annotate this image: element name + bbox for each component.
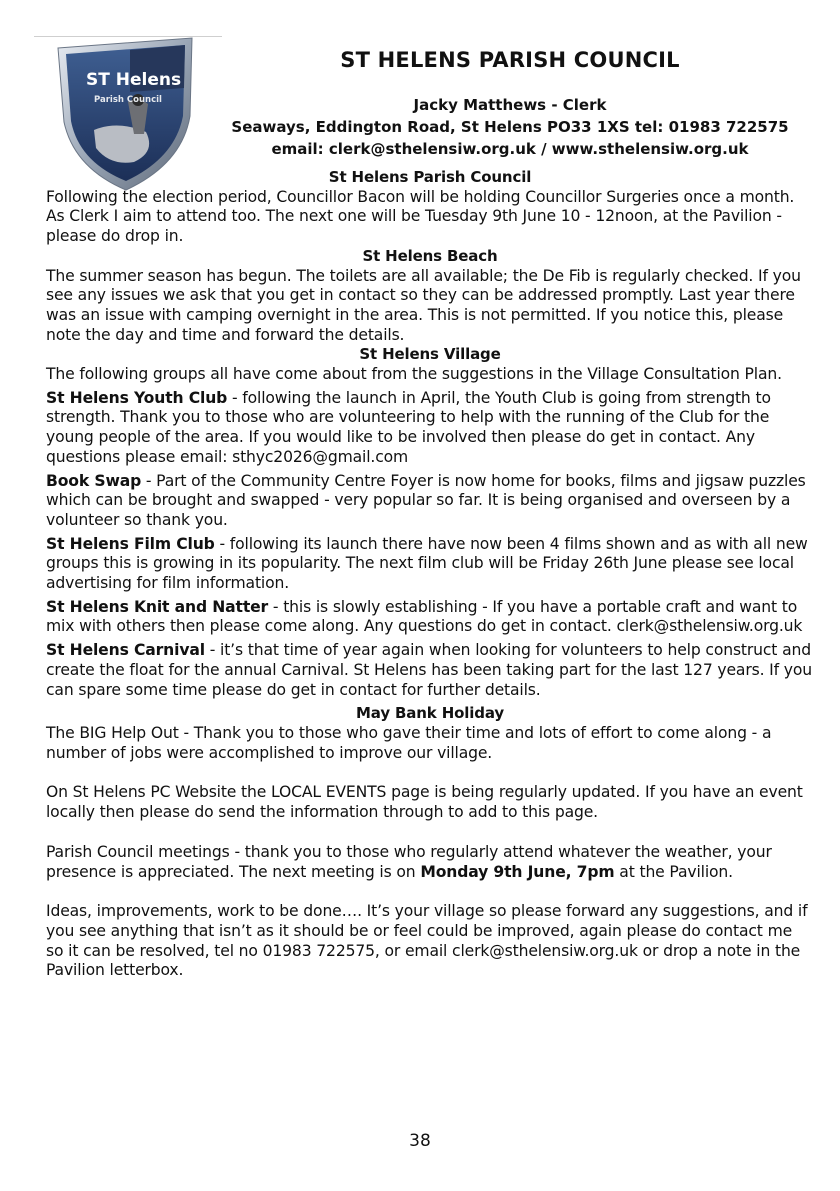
- item-title: St Helens Film Club: [46, 534, 215, 553]
- village-item-youth-club: [46, 389, 814, 468]
- contact-line: email: clerk@sthelensiw.org.uk / www.sthelensiw.org.uk: [271, 140, 749, 158]
- item-text: - following the launch in April, the Youth Club is going from strength to strength. Thank you to those who are volunteering to help with the running of the Club for the young people of the area. If you would like to be involved then please do get in contact. Any questions please email: sthyc2026@gmail.com: [46, 388, 771, 466]
- letterhead: [180, 48, 840, 160]
- ideas-paragraph: Ideas, improvements, work to be done…. It’s your village so please forward any suggestions, and if you see anything that isn’t as it should be or feel could be improved, again please do contact me so it can be resolved, tel no 01983 722575, or email clerk@sthelensiw.org.uk or drop a note in the Pavilion letterbox.: [46, 902, 808, 980]
- meeting-date: Monday 9th June, 7pm: [420, 862, 615, 881]
- village-intro: The following groups all have come about from the suggestions in the Village Consultation Plan.: [46, 365, 782, 384]
- section-title-beach: St Helens Beach: [362, 246, 498, 265]
- section-title-council: St Helens Parish Council: [328, 168, 532, 186]
- beach-paragraph: The summer season has begun. The toilets are all available; the De Fib is regularly checked. If you see any issues we ask that you get in contact so they can be addressed promptly. Last year there was an issue with camping overnight in the area. This is not permitted. If you notice this, please note the day and time and forward the details.: [46, 266, 801, 344]
- item-text: - following its launch there have now been 4 films shown and as with all new groups this is growing in its popularity. The next film club will be Friday 26th June please see local advertising for film information.: [46, 534, 808, 593]
- item-text: - this is slowly establishing - If you have a portable craft and want to mix with others then please come along. Any questions do get in contact. clerk@sthelensiw.org.uk: [46, 597, 803, 636]
- website-paragraph: On St Helens PC Website the LOCAL EVENTS page is being regularly updated. If you have an event locally then please do send the information through to add to this page.: [46, 783, 803, 822]
- item-title: St Helens Knit and Natter: [46, 597, 269, 616]
- item-text: - it’s that time of year again when looking for volunteers to help construct and create the float for the annual Carnival. St Helens has been taking part for the last 127 years. If you can spare some time please do get in contact for further details.: [46, 641, 812, 699]
- village-item-film-club: [46, 535, 814, 594]
- clerk-name: Jacky Matthews - Clerk: [413, 96, 607, 114]
- bank-holiday-paragraph: The BIG Help Out - Thank you to those who gave their time and lots of effort to come along - a number of jobs were accomplished to improve our village.: [46, 723, 772, 762]
- meetings-paragraph: [46, 843, 814, 882]
- village-item-book-swap: [46, 472, 814, 531]
- item-title: Book Swap: [46, 471, 142, 490]
- meetings-text: Parish Council meetings - thank you to those who regularly attend whatever the weather, your presence is appreciated. The next meeting is on: [46, 842, 772, 881]
- logo-text-line1: ST Helens: [86, 70, 182, 90]
- page-number: 38: [409, 1131, 431, 1151]
- item-title: St Helens Carnival: [46, 641, 205, 660]
- newsletter-body: [46, 168, 814, 981]
- section-title-village: St Helens Village: [359, 345, 501, 364]
- section-title-bank-holiday: May Bank Holiday: [356, 704, 504, 723]
- meetings-text-end: at the Pavilion.: [614, 862, 733, 881]
- council-paragraph: Following the election period, Councillor Bacon will be holding Councillor Surgeries once a month. As Clerk I aim to attend too. The next one will be Tuesday 9th June 10 - 12noon, at the Pavilion - please do drop in.: [46, 187, 795, 246]
- address-line: Seaways, Eddington Road, St Helens PO33 1XS tel: 01983 722575: [231, 118, 789, 136]
- council-title: ST HELENS PARISH COUNCIL: [340, 48, 680, 72]
- village-item-knit-natter: [46, 598, 814, 637]
- item-text: - Part of the Community Centre Foyer is now home for books, films and jigsaw puzzles which can be brought and swapped - very popular so far. It is being organised and overseen by a volunteer so thank you.: [46, 471, 806, 529]
- item-title: St Helens Youth Club: [46, 388, 228, 407]
- village-item-carnival: [46, 641, 814, 700]
- logo-text-line2: Parish Council: [94, 95, 162, 105]
